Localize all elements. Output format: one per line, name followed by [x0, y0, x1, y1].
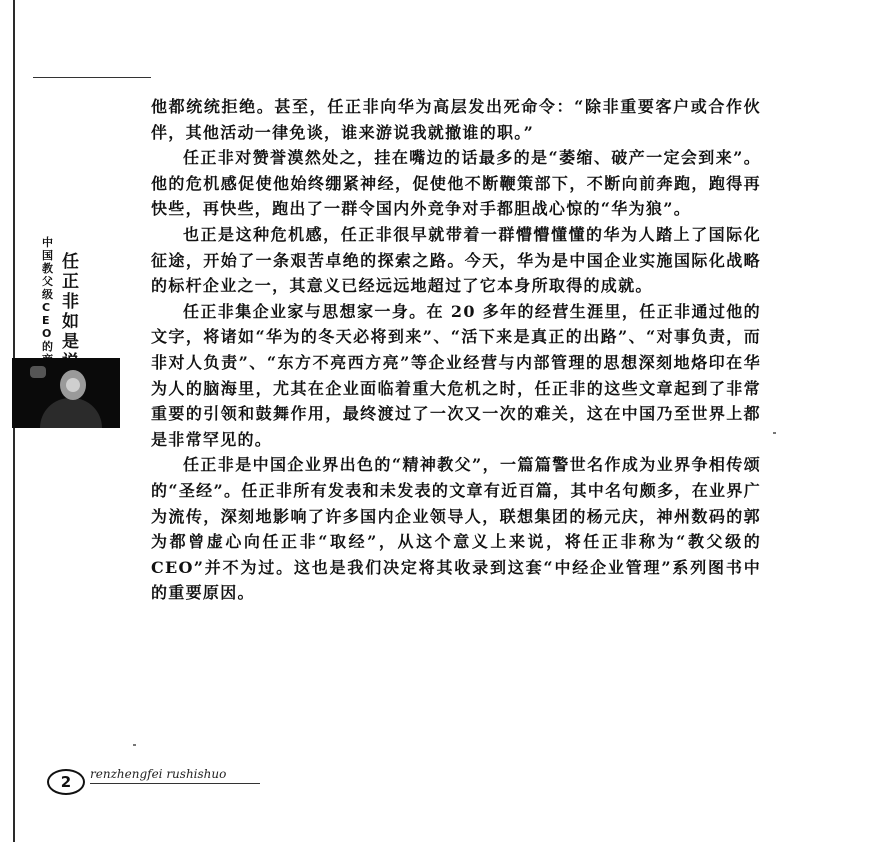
paragraph: 任正非集企业家与思想家一身。在 20 多年的经营生涯里，任正非通过他的文字，将诸如“华为的冬天必将到来”、“活下来是真正的出路”、“对事负责，而非对人负责”、“东方不亮西方亮”等企业经营与内部管理的思想深刻地烙印在华为人的脑海里，尤其在企业面临着重大危机之时，任正非的这些文章起到了非常重要的引领和鼓舞作用，最终渡过了一次又一次的难关，这在中国乃至世界上都是非常罕见的。 [151, 301, 761, 449]
scan-speck [773, 432, 776, 434]
paragraph: 任正非对赞誉漠然处之，挂在嘴边的话最多的是“萎缩、破产一定会到来”。他的危机感促使他始终绷紧神经，促使他不断鞭策部下，不断向前奔跑，跑得再快些，再快些，跑出了一群令国内外竞争对手都胆战心惊的“华为狼”。 [151, 148, 761, 219]
body-text [151, 94, 761, 606]
side-title: 任正非如是 [62, 252, 79, 352]
author-portrait-icon [12, 358, 120, 428]
paragraph: 也正是这种危机感，任正非很早就带着一群懵懵懂懂的华为人踏上了国际化征途，开始了一条艰苦卓绝的探索之路。今天，华为是中国企业实施国际化战略的标杆企业之一，其意义已经远远地超过了它本身所取得的成就。 [151, 224, 761, 296]
paragraph: 任正非是中国企业界出色的“精神教父”，一篇篇警世名作成为业界争相传颂的“圣经”。任正非所有发表和未发表的文章有近百篇，其中名句颇多，在业界广为流传，深刻地影响了许多国内企业领导人，联想集团的杨元庆，神州数码的郭为都曾虚心向任正非“取经”，从这个意义上来说，将任正非称为“教父级的 CEO”并不为过。这也是我们决定将其收录到这套“中经企业管理”系列图书中的重要原因。 [151, 455, 761, 603]
paragraph: 他都统统拒绝。甚至，任正非向华为高层发出死命令：“除非重要客户或合作伙伴，其他活动一律免谈，谁来游说我就撤谁的职。” [151, 97, 761, 142]
footer-rule [90, 783, 260, 784]
scan-speck [133, 744, 136, 746]
running-footer: renzhengfei rushishuo [90, 767, 227, 781]
side-subtitle: 中国教父级CEO的 [42, 236, 53, 353]
page-number: 2 [47, 769, 85, 795]
header-rule [33, 77, 151, 78]
